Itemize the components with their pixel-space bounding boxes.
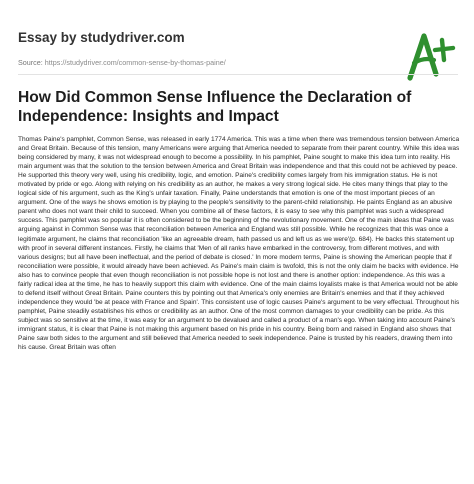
- brand-title: Essay by studydriver.com: [18, 30, 185, 45]
- a-plus-grade-icon: [400, 26, 460, 86]
- essay-title: How Did Common Sense Influence the Declaration of Independence: Insights and Impact: [18, 89, 412, 125]
- header-divider: [18, 74, 458, 75]
- source-label: Source:: [18, 58, 45, 67]
- source-line: [18, 58, 398, 67]
- source-link[interactable]: https://studydriver.com/common-sense-by-thomas-paine/: [44, 58, 226, 67]
- site-header: [18, 30, 398, 67]
- essay-body: Thomas Paine's pamphlet, Common Sense, was released in early 1774 America. This was a time when there was tremendous tension between America and Great Britain. Because of this tension, many Americans were arguing that America needed to separate from their parent country. While this idea was being considered by many, it was not widespread enough to become a possibility. In his pamphlet, Paine sought to make this idea turn into reality. His main argument was that the solution to the tension between America and Great Britain was independence and that this could not be achieved by peace. He supported this theory very well, using his credibility, logic, and emotion. Paine's credibility comes largely from his immigration status. He is not motivated by pride or ego. Along with relying on his credibility as an author, he makes a very strong logical side. He cites many things that play to the logical side of his argument, such as the King's unfair taxation. Finally, Paine understands that emotion is one of the most important pieces of an argument. One of the ways he shows emotion is by playing to the people's sensitivity to the parent-child relationship. He paints England as an abusive parent who does not want their child to succeed. When you combine all of these factors, it is easy to see why this pamphlet was such a widespread success. This pamphlet was so popular it is often considered to be the beginning of the revolutionary movement. One of the main ideas that Paine was arguing against in Common Sense was that reconciliation between America and England was still possible. While he recognizes that this was once a legitimate argument, he claims that reconciliation 'like an agreeable dream, hath passed us and left us as we were'(p. 684). He backs this statement up with proof in several different instances. Firstly, he claims that 'Men of all ranks have embarked in the controversy, from different motives, and with various designs; but all have been ineffectual, and the period of debate is closed.' In more modern terms, Paine is showing the American people that if reconciliation were possible, it would already have been achieved. As Paine's main claim is twofold, this is not the only claim he backs with evidence. He also has to convince people that even though reconciliation is not possible hope is not lost and there is another option: independence. As this was a fairly radical idea at the time, he has to heavily support this claim with evidence. One of the main claims loyalists make is that America would not be able to defend itself without Great Britain. Paine counters this by pointing out that America's only enemies are Britain's enemies and that if they achieved independence they would 'be at peace with France and Spain'. This consistent use of logic causes Paine's argument to be very effectual. Throughout his pamphlet, Paine steadily establishes his ethos or credibility as an author. One of the most common damages to your credibility can be pride. As this subject was so sensitive at the time, it was easy for an argument to be devalued and called a product of a man's ego. When taking into account Paine's immigrant status, it is clear that Paine is not making this argument based on his pride in his country. Being born and raised in England also shows that Paine saw both sides to the argument and still believed that America needed to seek independence. Paine is trusted by his readers, drawing them into his cause. Great Britain was often: [18, 136, 460, 352]
